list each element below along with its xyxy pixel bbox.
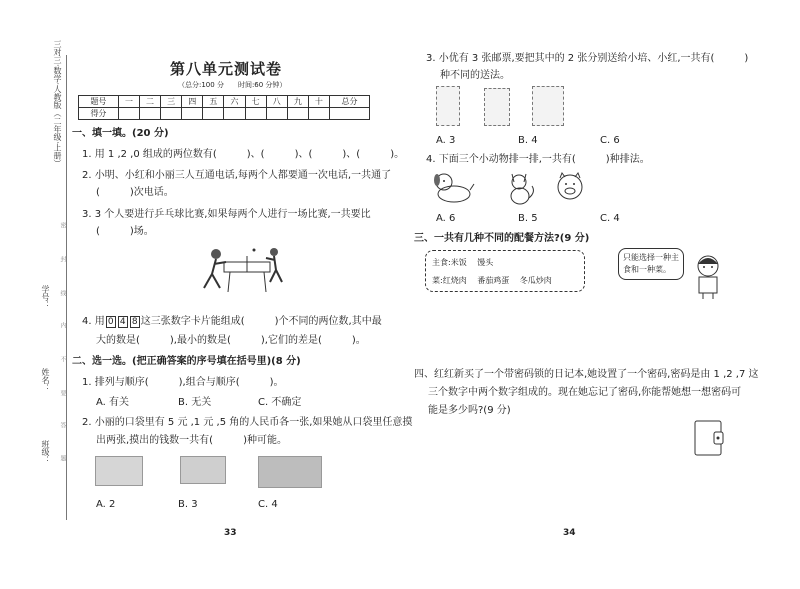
option-a[interactable]: A. 6	[436, 213, 456, 224]
score-table-header-row	[79, 96, 370, 108]
seal-char: 封	[59, 256, 66, 262]
table-cell: 十	[308, 96, 329, 108]
question-text: 2. 小丽的口袋里有 5 元 ,1 元 ,5 角的人民币各一张,如果她从口袋里任意摸	[82, 417, 413, 428]
table-cell: 六	[224, 96, 245, 108]
pig-illustration	[552, 170, 588, 204]
exam-meta: （总分:100 分 时间:60 分钟）	[178, 81, 287, 89]
ping-pong-illustration	[196, 244, 284, 304]
dog-illustration	[432, 170, 476, 206]
score-input-cell[interactable]	[182, 108, 203, 120]
stamp-1-image	[436, 86, 460, 126]
seal-char: 题	[59, 455, 66, 461]
seal-char: 答	[59, 422, 66, 428]
digit-card: 0	[106, 316, 116, 328]
score-input-cell[interactable]	[161, 108, 182, 120]
question-text: 四、红红新买了一个带密码锁的日记本,她设置了一个密码,密码是由 1 ,2 ,7 这	[414, 369, 759, 380]
dish-list: 菜:红烧肉 番茄鸡蛋 冬瓜炒肉	[432, 276, 552, 285]
binding-line	[66, 55, 67, 520]
page-number: 33	[224, 528, 237, 538]
table-cell: 七	[245, 96, 266, 108]
score-input-cell[interactable]	[203, 108, 224, 120]
table-cell: 二	[140, 96, 161, 108]
question-text: 三个数字中两个数字组成的。现在她忘记了密码,你能帮她想一想密码可	[428, 387, 742, 398]
spine-label: 三对三·数学·人教版（二年级·上册）	[53, 40, 62, 168]
option-a[interactable]: A. 有关	[96, 397, 130, 408]
section-heading: 二、选一选。(把正确答案的序号填在括号里)(8 分)	[72, 356, 301, 367]
table-cell: 九	[287, 96, 308, 108]
score-input-cell[interactable]	[287, 108, 308, 120]
question-text: 3. 小优有 3 张邮票,要把其中的 2 张分别送给小培、小红,一共有( )	[426, 53, 749, 64]
stamp-2-image	[484, 88, 510, 126]
section-heading: 一、填一填。(20 分)	[72, 128, 169, 139]
score-input-cell[interactable]	[245, 108, 266, 120]
question-text: 出两张,摸出的钱数一共有( )种可能。	[96, 435, 287, 446]
staple-list: 主食:米饭 馒头	[432, 258, 494, 267]
option-b[interactable]: B. 无关	[178, 397, 212, 408]
question-text: ( )次电话。	[96, 187, 174, 198]
question-text: 4. 下面三个小动物排一排,一共有( )种排法。	[426, 154, 650, 165]
question-text: 这三张数字卡片能组成( )个不同的两位数,其中最	[140, 316, 382, 327]
option-a[interactable]: A. 2	[96, 499, 116, 510]
table-cell: 四	[182, 96, 203, 108]
one-yuan-note-image	[180, 456, 226, 484]
option-b[interactable]: B. 4	[518, 135, 538, 146]
question-text: 能是多少吗?(9 分)	[428, 405, 511, 416]
seal-char: 不	[59, 356, 66, 362]
option-c[interactable]: C. 4	[258, 499, 278, 510]
page-title: 第八单元测试卷	[170, 60, 283, 78]
five-jiao-note-image	[258, 456, 322, 488]
option-c[interactable]: C. 6	[600, 135, 620, 146]
table-cell: 得分	[79, 108, 119, 120]
student-number-label: 学号：	[41, 285, 50, 309]
cat-illustration	[504, 168, 538, 206]
question-text: 1. 排列与顺序( ),组合与顺序( )。	[82, 377, 284, 388]
score-input-cell[interactable]	[329, 108, 369, 120]
table-cell: 八	[266, 96, 287, 108]
five-yuan-note-image	[95, 456, 143, 486]
option-c[interactable]: C. 不确定	[258, 397, 302, 408]
score-input-cell[interactable]	[308, 108, 329, 120]
question-text: 种不同的送法。	[440, 70, 510, 81]
option-a[interactable]: A. 3	[436, 135, 456, 146]
question-text: ( )场。	[96, 226, 154, 237]
score-input-cell[interactable]	[140, 108, 161, 120]
question-text: 1. 用 1 ,2 ,0 组成的两位数有( )、( )、( )、( )。	[82, 149, 405, 160]
stamp-3-image	[532, 86, 564, 126]
question-text: 4. 用	[82, 316, 105, 327]
score-input-cell[interactable]	[118, 108, 139, 120]
class-label: 班级：	[41, 440, 50, 464]
name-label: 姓名：	[41, 368, 50, 392]
question-text: 3. 3 个人要进行乒乓球比赛,如果每两个人进行一场比赛,一共要比	[82, 209, 371, 220]
seal-char: 内	[59, 322, 66, 328]
digit-card: 4	[118, 316, 128, 328]
table-cell: 总分	[329, 96, 369, 108]
option-c[interactable]: C. 4	[600, 213, 620, 224]
question-4-line	[82, 315, 382, 329]
score-input-cell[interactable]	[266, 108, 287, 120]
table-cell: 一	[118, 96, 139, 108]
table-cell: 三	[161, 96, 182, 108]
page-number: 34	[563, 528, 576, 538]
option-b[interactable]: B. 3	[178, 499, 198, 510]
table-cell: 五	[203, 96, 224, 108]
question-text: 2. 小明、小红和小丽三人互通电话,每两个人都要通一次电话,一共通了	[82, 170, 392, 181]
diary-illustration	[692, 418, 726, 458]
seal-char: 线	[59, 290, 66, 296]
speech-bubble: 只能选择一种主食和一种菜。	[618, 248, 684, 280]
score-input-cell[interactable]	[224, 108, 245, 120]
option-b[interactable]: B. 5	[518, 213, 538, 224]
table-cell: 题号	[79, 96, 119, 108]
score-table	[78, 95, 370, 120]
menu-box	[425, 250, 585, 292]
section-heading: 三、一共有几种不同的配餐方法?(9 分)	[414, 233, 590, 244]
question-text: 大的数是( ),最小的数是( ),它们的差是( )。	[96, 335, 366, 346]
seal-char: 密	[59, 222, 66, 228]
seal-char: 要	[59, 390, 66, 396]
child-illustration	[690, 252, 726, 300]
score-table-score-row	[79, 108, 370, 120]
digit-card: 8	[130, 316, 140, 328]
